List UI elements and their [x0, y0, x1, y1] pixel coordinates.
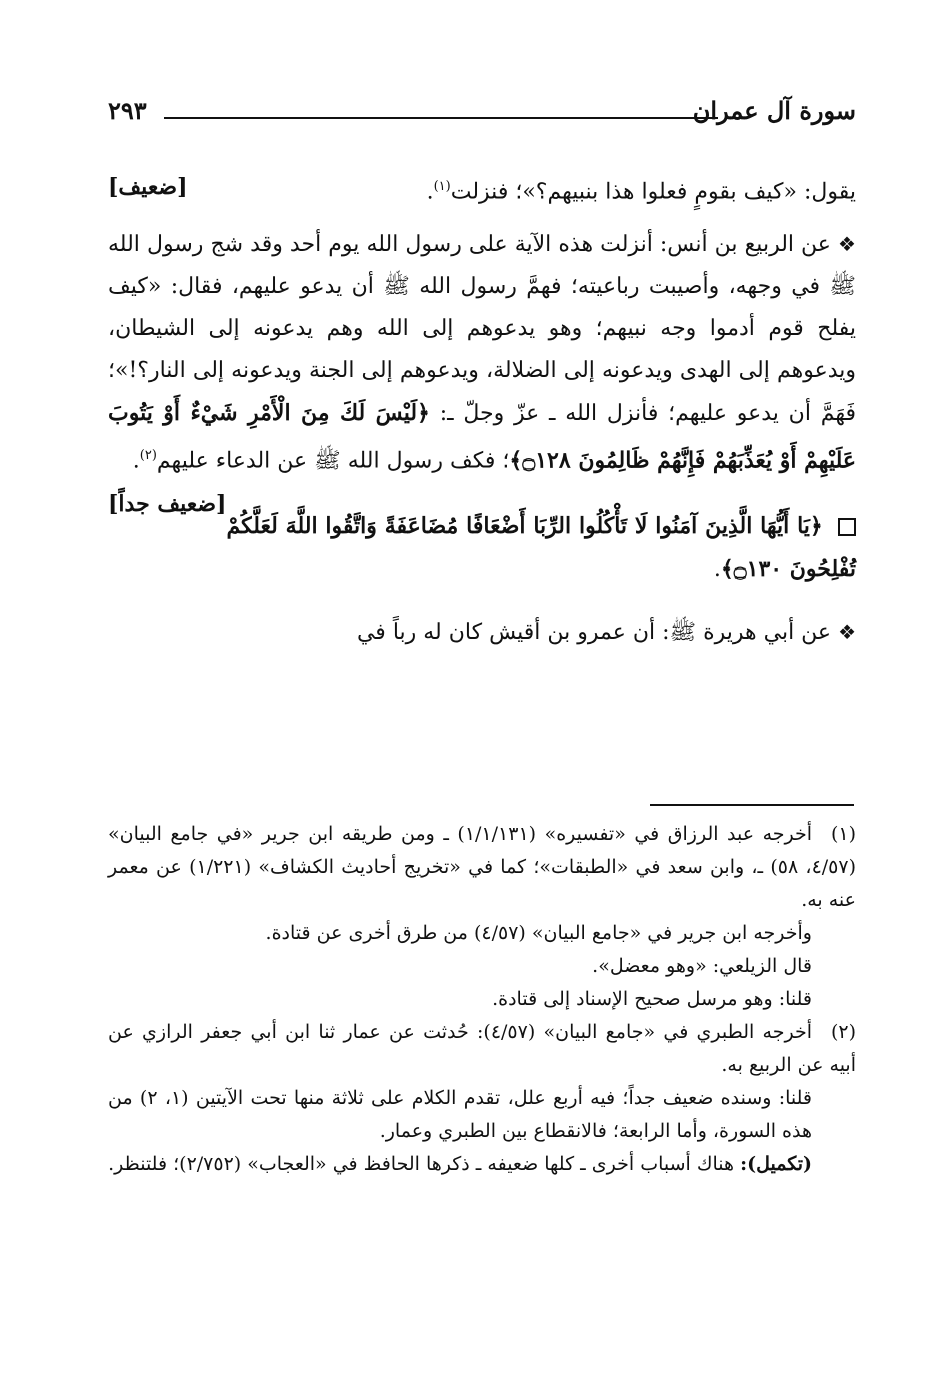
paragraph-1: [ضعيف] يقول: «كيف بقومٍ فعلوا هذا بنبيهم؟»؛ فنزلت$^{(١)}$. — [108, 166, 856, 213]
footnote-1-line: قلنا: وهو مرسل صحيح الإسناد إلى قتادة. — [492, 988, 812, 1010]
footnote-ref-1[interactable]: (١) — [433, 179, 451, 194]
footnote-ref-2[interactable]: (٢) — [139, 448, 157, 464]
footnote-2-line: قلنا: وسنده ضعيف جداً؛ فيه أربع علل، تقدم الكلام على ثلاثة منها تحت الآيتين (١، ٢) من هذه السورة، وأما الرابعة؛ فالانقطاع بين الطبري وعمار. — [108, 1087, 813, 1142]
paragraph-3: ﴿يَا أَيُّهَا الَّذِينَ آمَنُوا لَا تَأْكُلُوا الرِّبَا أَضْعَافًا مُضَاعَفَةً وَاتَّقُوا اللَّهَ لَعَلَّكُمْ تُفْلِحُونَ ۝١٣٠﴾. — [226, 512, 856, 582]
page-header — [108, 96, 856, 136]
main-text — [108, 166, 856, 654]
quran-verse: ﴿لَيْسَ لَكَ مِنَ الْأَمْرِ شَيْءٌ أَوْ يَتُوبَ عَلَيْهِمْ أَوْ يُعَذِّبَهُمْ فَإِنَّهُمْ ظَالِمُونَ ۝١٢٨﴾ — [108, 400, 856, 474]
footnote-2-line — [108, 1148, 856, 1181]
footnote-1-line: قال الزيلعي: «وهو معضل». — [592, 955, 812, 977]
square-icon — [838, 518, 856, 536]
footnote-number: (٢) — [830, 1021, 856, 1043]
footnote-1 — [108, 818, 856, 917]
paragraph-text: عن أبي هريرة ﷺ: أن عمرو بن أقيش كان له رباً في — [356, 619, 832, 645]
footnote-number: (١) — [830, 823, 857, 845]
footnote-separator — [650, 804, 854, 806]
paragraph-text: عن الربيع بن أنس: أنزلت هذه الآية على رسول الله يوم أحد وقد شج رسول الله ﷺ في وجهه، وأصيبت رباعيته؛ فهمَّ رسول الله ﷺ أن يدعو عليهم، فقال: «كيف يفلح قوم أدموا وجه نبيهم؛ وهو يدعوهم إلى الله وهم يدعونه إلى الشيطان، ويدعوهم إلى الهدى ويدعونه إلى الضلالة، ويدعوهم إلى الجنة ويدعونه إلى النار؟!»؛ فَهَمَّ أن يدعو عليهم؛ فأنزل الله ـ عزّ وجلّ ـ: — [108, 232, 856, 427]
bullet-icon: ❖ — [838, 619, 856, 644]
footnotes — [108, 818, 856, 1181]
supplement-label: (تكميل): — [740, 1153, 812, 1175]
paragraph-text: ؛ فكف رسول الله ﷺ عن الدعاء عليهم — [156, 448, 510, 474]
footnote-text: هناك أسباب أخرى ـ كلها ضعيفه ـ ذكرها الحافظ في «العجاب» (٢/٧٥٢)؛ فلتنظر. — [108, 1153, 735, 1175]
bullet-icon: ❖ — [837, 232, 856, 257]
page-number: ٢٩٣ — [108, 96, 147, 125]
paragraph-text: يقول: «كيف بقومٍ فعلوا هذا بنبيهم؟»؛ فنزلت — [450, 179, 856, 205]
footnote-1-line: وأخرجه ابن جرير في «جامع البيان» (٤/٥٧) من طرق أخرى عن قتادة. — [265, 922, 812, 944]
paragraph-2: ❖ عن الربيع بن أنس: أنزلت هذه الآية على رسول الله يوم أحد وقد شج رسول الله ﷺ في وجهه، وأصيبت رباعيته؛ فهمَّ رسول الله ﷺ أن يدعو عليهم، فقال: «كيف يفلح قوم أدموا وجه نبيهم؛ وهو يدعوهم إلى الله وهم يدعونه إلى الشيطان، ويدعوهم إلى الهدى ويدعونه إلى الضلالة، ويدعوهم إلى الجنة ويدعونه إلى النار؟!»؛ فَهَمَّ أن يدعو عليهم؛ فأنزل الله ـ عزّ وجلّ ـ: ﴿لَيْسَ لَكَ مِنَ الْأَمْرِ شَيْءٌ أَوْ يَتُوبَ عَلَيْهِمْ أَوْ يُعَذِّبَهُمْ فَإِنَّهُمْ ظَالِمُونَ ۝١٢٨﴾؛ فكف رسول الله ﷺ عن الدعاء عليهم$^{(٢)}$. [ضعيف جداً] — [108, 223, 856, 482]
quran-verse: ﴿يَا أَيُّهَا الَّذِينَ آمَنُوا لَا تَأْكُلُوا الرِّبَا أَضْعَافًا مُضَاعَفَةً وَاتَّقُوا اللَّهَ لَعَلَّكُمْ تُفْلِحُونَ ۝١٣٠﴾ — [226, 512, 856, 582]
footnote-2 — [108, 1016, 856, 1082]
header-rule — [164, 117, 718, 119]
surah-title: سورة آل عمران — [692, 96, 856, 125]
footnote-text: أخرجه الطبري في «جامع البيان» (٤/٥٧): حُدثت عن عمار ثنا ابن أبي جعفر الرازي عن أبيه عن الربيع به. — [108, 1021, 856, 1076]
grading-label: [ضعيف] — [108, 174, 188, 200]
paragraph-4 — [108, 611, 856, 654]
grading-label: [ضعيف جداً] — [108, 490, 227, 517]
footnote-text: أخرجه عبد الرزاق في «تفسيره» (١/١/١٣١) ـ ومن طريقه ابن جرير «في جامع البيان» (٤/٥٧، ٥٨) ـ، وابن سعد في «الطبقات»؛ كما في «تخريج أحاديث الكشاف» (١/٢٢١) عن معمر عنه به. — [108, 823, 857, 911]
